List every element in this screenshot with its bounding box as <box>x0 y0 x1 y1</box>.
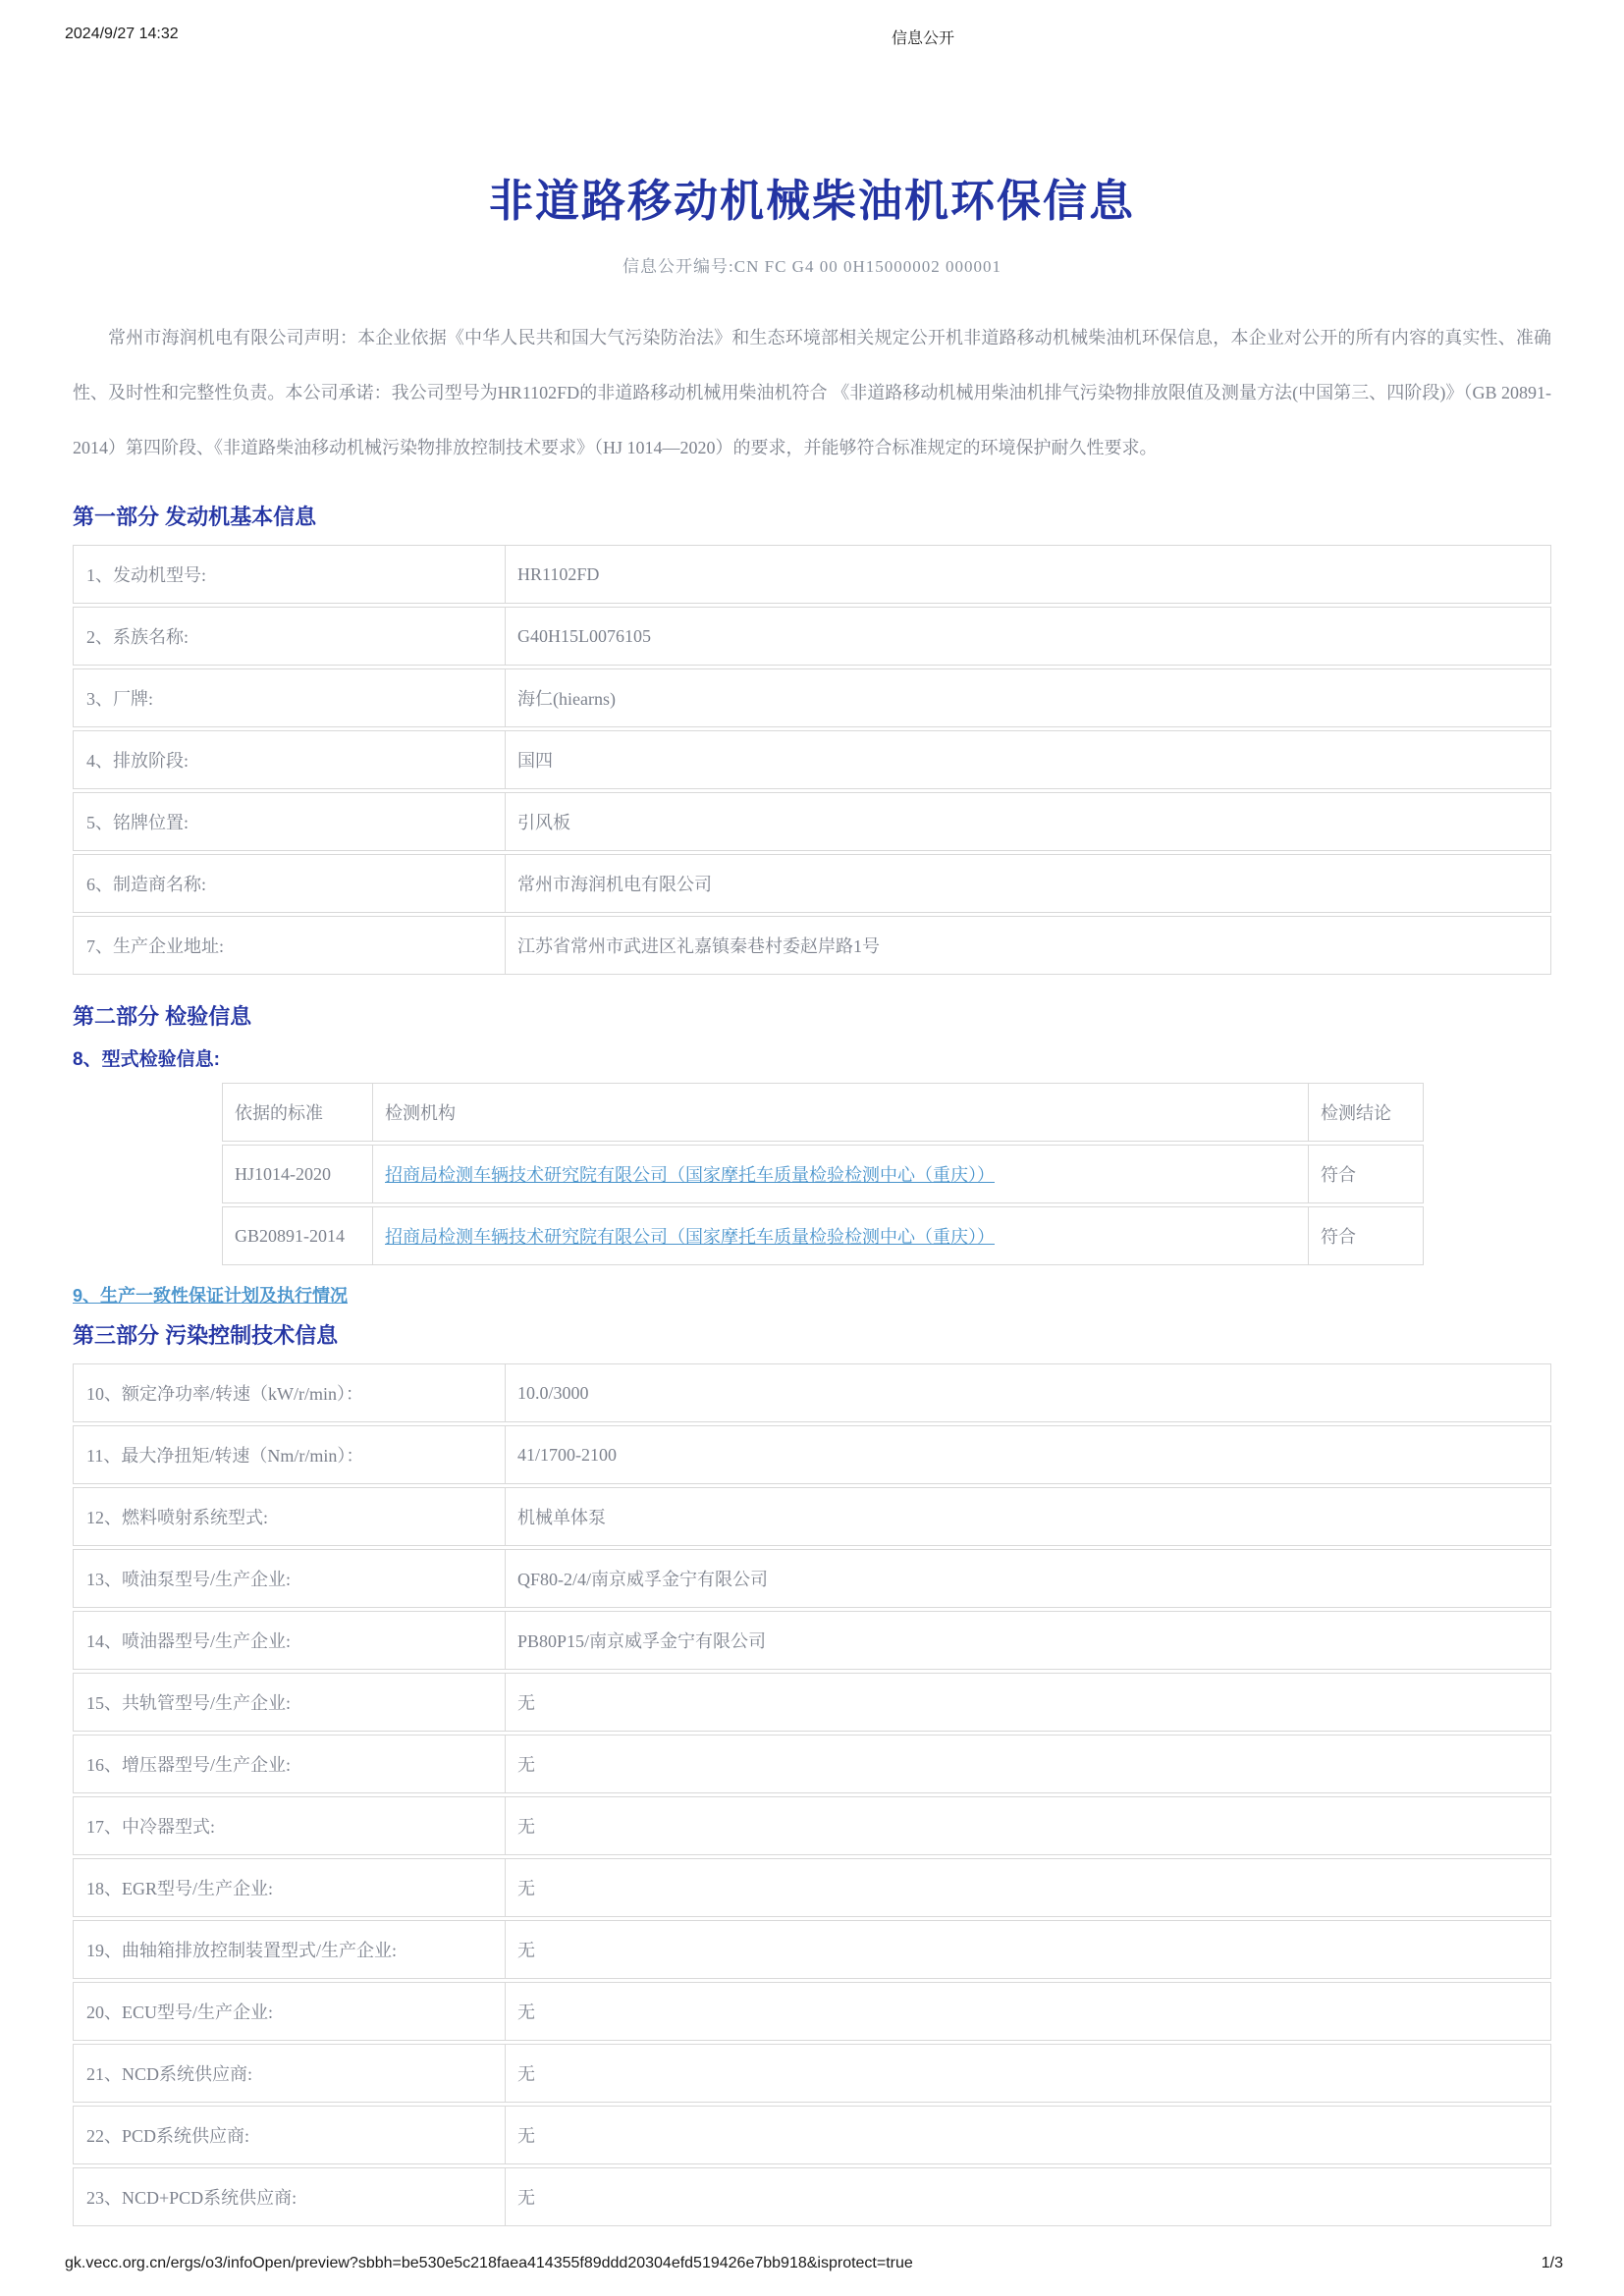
table-row <box>73 545 1551 604</box>
row-value: HR1102FD <box>517 563 600 584</box>
row-label: 15、共轨管型号/生产企业: <box>74 1674 506 1731</box>
table-row <box>73 1487 1551 1546</box>
document-title: 非道路移动机械柴油机环保信息 <box>488 176 1135 226</box>
table-row <box>73 730 1551 789</box>
column-header-agency: 检测机构 <box>372 1084 1309 1141</box>
row-label: 12、燃料喷射系统型式: <box>74 1488 506 1545</box>
row-label: 10、额定净功率/转速（kW/r/min）： <box>74 1364 506 1421</box>
print-header-title: 信息公开 <box>892 30 955 47</box>
row-value: 无 <box>517 1755 535 1775</box>
table-row <box>73 1611 1551 1670</box>
table-row <box>73 1796 1551 1855</box>
row-label: 16、增压器型号/生产企业: <box>74 1735 506 1792</box>
row-value: 无 <box>517 1817 535 1837</box>
row-label: 11、最大净扭矩/转速（Nm/r/min）： <box>74 1426 506 1483</box>
agency-cell <box>372 1146 1309 1202</box>
print-datetime: 2024/9/27 14:32 <box>65 26 179 42</box>
row-label: 5、铭牌位置: <box>74 793 506 850</box>
row-value: 引风板 <box>517 813 570 832</box>
document-body <box>0 165 1624 2226</box>
column-header-result: 检测结论 <box>1321 1103 1391 1123</box>
row-value: 无 <box>517 2002 535 2022</box>
row-label: 7、生产企业地址: <box>74 917 506 974</box>
row-value: 无 <box>517 2064 535 2084</box>
row-value: 江苏省常州市武进区礼嘉镇秦巷村委赵岸路1号 <box>517 936 880 956</box>
row-label: 4、排放阶段: <box>74 731 506 788</box>
table-row <box>73 1858 1551 1917</box>
type-test-subheading: 8、型式检验信息: <box>73 1049 220 1070</box>
row-value: 海仁(hiearns) <box>517 689 616 709</box>
row-label: 6、制造商名称: <box>74 855 506 912</box>
table-row <box>73 792 1551 851</box>
page-indicator: 1/3 <box>1541 2255 1563 2271</box>
table-row <box>73 916 1551 975</box>
table-row <box>73 854 1551 913</box>
standard-cell: GB20891-2014 <box>235 1225 345 1246</box>
result-cell: 符合 <box>1321 1165 1356 1185</box>
table-row <box>73 668 1551 727</box>
engine-info-table <box>73 545 1551 975</box>
table-row <box>73 1920 1551 1979</box>
row-value: 国四 <box>517 751 553 771</box>
result-cell: 符合 <box>1321 1227 1356 1247</box>
table-row <box>73 1549 1551 1608</box>
row-value: 无 <box>517 1693 535 1713</box>
row-label: 14、喷油器型号/生产企业: <box>74 1612 506 1669</box>
row-value: 无 <box>517 1879 535 1898</box>
doc-number: 信息公开编号:CN FC G4 00 0H15000002 000001 <box>623 257 1001 276</box>
table-row <box>73 1363 1551 1422</box>
row-label: 13、喷油泵型号/生产企业: <box>74 1550 506 1607</box>
row-value: 无 <box>517 2188 535 2208</box>
section2-heading: 第二部分 检验信息 <box>73 1004 252 1029</box>
footer-url: gk.vecc.org.cn/ergs/o3/infoOpen/preview?sbbh=be530e5c218faea414355f89ddd20304efd519426e7bb918&isprotect=true <box>65 2255 913 2271</box>
section1-heading: 第一部分 发动机基本信息 <box>73 505 317 529</box>
row-label: 1、发动机型号: <box>74 546 506 603</box>
row-label: 18、EGR型号/生产企业: <box>74 1859 506 1916</box>
row-label: 17、中冷器型式: <box>74 1797 506 1854</box>
table-row <box>73 2167 1551 2226</box>
print-header <box>0 0 1624 49</box>
row-label: 22、PCD系统供应商: <box>74 2107 506 2163</box>
row-value: G40H15L0076105 <box>517 625 651 646</box>
agency-cell <box>372 1207 1309 1264</box>
row-label: 3、厂牌: <box>74 669 506 726</box>
row-value: QF80-2/4/南京威孚金宁有限公司 <box>517 1570 769 1589</box>
table-row <box>222 1145 1424 1203</box>
row-value: 无 <box>517 2126 535 2146</box>
column-header-standard: 依据的标准 <box>235 1103 323 1123</box>
table-row <box>73 1425 1551 1484</box>
table-row <box>73 607 1551 666</box>
table-header-row <box>222 1083 1424 1142</box>
pollution-control-table <box>73 1363 1551 2226</box>
row-value: 无 <box>517 1941 535 1960</box>
agency-link[interactable]: 招商局检测车辆技术研究院有限公司（国家摩托车质量检验检测中心（重庆）） <box>385 1165 995 1185</box>
agency-link[interactable]: 招商局检测车辆技术研究院有限公司（国家摩托车质量检验检测中心（重庆）） <box>385 1227 995 1247</box>
row-value: 常州市海润机电有限公司 <box>517 875 712 894</box>
standard-cell: HJ1014-2020 <box>235 1163 331 1184</box>
row-value: 10.0/3000 <box>517 1382 589 1403</box>
table-row <box>73 1673 1551 1732</box>
table-row <box>73 1735 1551 1793</box>
row-value: 41/1700-2100 <box>517 1444 617 1465</box>
table-row <box>73 2044 1551 2103</box>
print-footer <box>65 2255 1563 2272</box>
row-label: 21、NCD系统供应商: <box>74 2045 506 2102</box>
row-value: 机械单体泵 <box>517 1508 606 1527</box>
row-value: PB80P15/南京威孚金宁有限公司 <box>517 1631 767 1651</box>
production-consistency-link[interactable]: 9、生产一致性保证计划及执行情况 <box>73 1286 349 1306</box>
row-label: 19、曲轴箱排放控制装置型式/生产企业: <box>74 1921 506 1978</box>
section3-heading: 第三部分 污染控制技术信息 <box>73 1323 339 1348</box>
type-test-table <box>222 1083 1424 1265</box>
declaration-paragraph: 常州市海润机电有限公司声明：本企业依据《中华人民共和国大气污染防治法》和生态环境部相关规定公开机非道路移动机械柴油机环保信息，本企业对公开的所有内容的真实性、准确性、及时性和完整性负责。本公司承诺：我公司型号为HR1102FD的非道路移动机械用柴油机符合 《非道路移动机械用柴油机排气污染物排放限值及测量方法(中国第三、四阶段)》（GB 20891-2014）第四阶段、《非道路柴油移动机械污染物排放控制技术要求》（HJ 1014—2020）的要求，并能够符合标准规定的环境保护耐久性要求。 <box>73 328 1551 457</box>
table-row <box>73 1982 1551 2041</box>
table-row <box>222 1206 1424 1265</box>
row-label: 20、ECU型号/生产企业: <box>74 1983 506 2040</box>
row-label: 23、NCD+PCD系统供应商: <box>74 2168 506 2225</box>
table-row <box>73 2106 1551 2164</box>
row-label: 2、系族名称: <box>74 608 506 665</box>
